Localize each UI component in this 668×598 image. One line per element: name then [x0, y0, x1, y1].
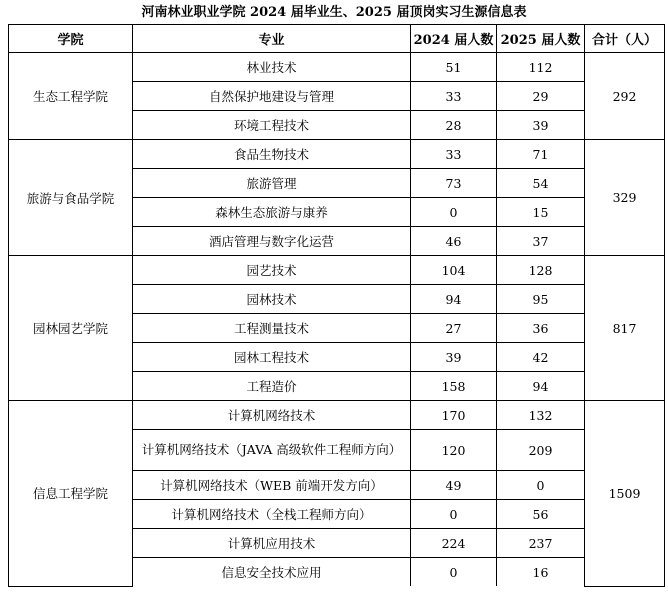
count-2024-cell: 224	[411, 529, 497, 558]
major-cell: 森林生态旅游与康养	[133, 198, 411, 227]
count-2024-cell: 170	[411, 401, 497, 430]
count-2025-cell: 112	[497, 53, 585, 82]
total-cell: 817	[585, 256, 665, 401]
major-cell: 旅游管理	[133, 169, 411, 198]
count-2025-cell: 0	[497, 471, 585, 500]
major-cell: 园艺技术	[133, 256, 411, 285]
count-2024-cell: 51	[411, 53, 497, 82]
college-cell: 信息工程学院	[9, 401, 133, 587]
page-title: 河南林业职业学院 2024 届毕业生、2025 届顶岗实习生源信息表	[141, 5, 527, 20]
major-cell: 酒店管理与数字化运营	[133, 227, 411, 256]
major-cell: 计算机网络技术（WEB 前端开发方向）	[133, 471, 411, 500]
major-cell: 食品生物技术	[133, 140, 411, 169]
header-2025-count: 2025 届人数	[497, 25, 585, 53]
major-cell: 园林技术	[133, 285, 411, 314]
total-cell: 329	[585, 140, 665, 256]
count-2025-cell: 94	[497, 372, 585, 401]
count-2024-cell: 49	[411, 471, 497, 500]
major-cell: 计算机网络技术（JAVA 高级软件工程师方向）	[133, 430, 411, 471]
header-2024-count: 2024 届人数	[411, 25, 497, 53]
count-2024-cell: 0	[411, 558, 497, 587]
count-2025-cell: 29	[497, 82, 585, 111]
count-2024-cell: 27	[411, 314, 497, 343]
count-2025-cell: 36	[497, 314, 585, 343]
major-cell: 林业技术	[133, 53, 411, 82]
college-cell: 生态工程学院	[9, 53, 133, 140]
count-2025-cell: 237	[497, 529, 585, 558]
major-cell: 工程测量技术	[133, 314, 411, 343]
table-row	[9, 140, 665, 169]
count-2024-cell: 158	[411, 372, 497, 401]
count-2025-cell: 71	[497, 140, 585, 169]
header-total: 合计（人）	[585, 25, 665, 53]
major-cell: 自然保护地建设与管理	[133, 82, 411, 111]
major-cell: 计算机网络技术（全栈工程师方向）	[133, 500, 411, 529]
table-row	[9, 401, 665, 430]
major-cell: 计算机应用技术	[133, 529, 411, 558]
count-2024-cell: 104	[411, 256, 497, 285]
count-2024-cell: 39	[411, 343, 497, 372]
count-2025-cell: 16	[497, 558, 585, 587]
count-2024-cell: 33	[411, 82, 497, 111]
count-2025-cell: 39	[497, 111, 585, 140]
count-2024-cell: 0	[411, 198, 497, 227]
college-cell: 园林园艺学院	[9, 256, 133, 401]
student-info-table	[8, 24, 665, 587]
table-row	[9, 256, 665, 285]
count-2025-cell: 37	[497, 227, 585, 256]
table-row	[9, 53, 665, 82]
count-2024-cell: 28	[411, 111, 497, 140]
major-cell: 工程造价	[133, 372, 411, 401]
total-cell: 1509	[585, 401, 665, 587]
count-2025-cell: 132	[497, 401, 585, 430]
count-2025-cell: 15	[497, 198, 585, 227]
count-2024-cell: 120	[411, 430, 497, 471]
count-2025-cell: 54	[497, 169, 585, 198]
count-2025-cell: 56	[497, 500, 585, 529]
major-cell: 园林工程技术	[133, 343, 411, 372]
count-2025-cell: 95	[497, 285, 585, 314]
college-cell: 旅游与食品学院	[9, 140, 133, 256]
major-cell: 环境工程技术	[133, 111, 411, 140]
total-cell: 292	[585, 53, 665, 140]
table-header-row	[9, 25, 665, 53]
major-cell: 信息安全技术应用	[133, 558, 411, 587]
count-2025-cell: 209	[497, 430, 585, 471]
count-2025-cell: 42	[497, 343, 585, 372]
count-2025-cell: 128	[497, 256, 585, 285]
count-2024-cell: 33	[411, 140, 497, 169]
count-2024-cell: 73	[411, 169, 497, 198]
header-major: 专业	[133, 25, 411, 53]
header-college: 学院	[9, 25, 133, 53]
major-cell: 计算机网络技术	[133, 401, 411, 430]
count-2024-cell: 94	[411, 285, 497, 314]
count-2024-cell: 0	[411, 500, 497, 529]
count-2024-cell: 46	[411, 227, 497, 256]
